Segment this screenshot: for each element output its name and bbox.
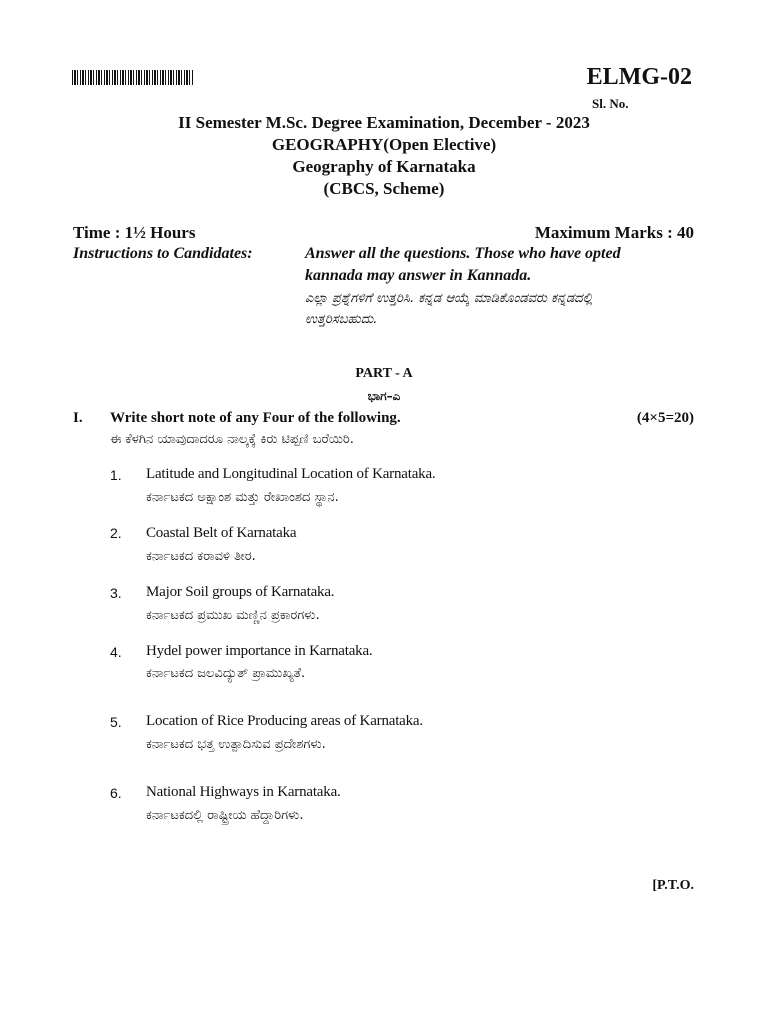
item-number: 5. — [110, 714, 122, 730]
paper-title: Geography of Karnataka — [292, 157, 476, 176]
item-kannada: ಕರ್ನಾಟಕದಲ್ಲಿ ರಾಷ್ಟ್ರೀಯ ಹೆದ್ದಾರಿಗಳು. — [146, 808, 304, 823]
question-marks: (4×5=20) — [636, 410, 694, 426]
instructions-kannada-line-1: ಎಲ್ಲಾ ಪ್ರಶ್ನೆಗಳಿಗೆ ಉತ್ತರಿಸಿ. ಕನ್ನಡ ಆಯ್ಕೆ ಮಾಡಿಕೊಂಡವರು ಕನ್ನಡದಲ್ಲಿ — [305, 291, 593, 306]
item-english: Hydel power importance in Karnataka. — [146, 643, 373, 659]
part-title-kannada: ಭಾಗ–ಎ — [367, 389, 401, 403]
item-number: 1. — [110, 467, 122, 483]
paper-code: ELMG-02 — [586, 64, 692, 90]
item-kannada: ಕರ್ನಾಟಕದ ಜಲವಿದ್ಯುತ್ ಪ್ರಾಮುಖ್ಯತೆ. — [146, 666, 306, 681]
scheme-title: (CBCS, Scheme) — [323, 179, 445, 198]
max-marks-label: Maximum Marks : 40 — [534, 223, 694, 242]
item-number: 3. — [110, 585, 122, 601]
exam-title: II Semester M.Sc. Degree Examination, December - 2023 — [178, 113, 590, 132]
item-english: Latitude and Longitudinal Location of Karnataka. — [146, 466, 436, 482]
item-number: 6. — [110, 785, 122, 801]
instructions-english-line-2: kannada may answer in Kannada. — [305, 267, 532, 284]
instructions-english-line-1: Answer all the questions. Those who have opted — [305, 245, 621, 262]
instructions-label: Instructions to Candidates: — [73, 245, 253, 262]
item-english: Location of Rice Producing areas of Karnataka. — [146, 713, 423, 729]
serial-number-label: Sl. No. — [592, 96, 629, 111]
item-kannada: ಕರ್ನಾಟಕದ ಪ್ರಮುಖ ಮಣ್ಣಿನ ಪ್ರಕಾರಗಳು. — [146, 608, 320, 623]
please-turn-over: [P.T.O. — [652, 878, 694, 893]
item-english: National Highways in Karnataka. — [146, 784, 341, 800]
part-title: PART - A — [355, 366, 413, 381]
time-label: Time : 1½ Hours — [73, 223, 196, 242]
item-english: Major Soil groups of Karnataka. — [146, 584, 335, 600]
item-kannada: ಕರ್ನಾಟಕದ ಅಕ್ಷಾಂಶ ಮತ್ತು ರೇಖಾಂಶದ ಸ್ಥಾನ. — [146, 490, 339, 505]
instructions-kannada-line-2: ಉತ್ತರಿಸಬಹುದು. — [305, 312, 378, 327]
item-kannada: ಕರ್ನಾಟಕದ ಕರಾವಳಿ ತೀರ. — [146, 549, 256, 564]
question-number: I. — [73, 410, 83, 426]
barcode — [72, 70, 194, 85]
item-kannada: ಕರ್ನಾಟಕದ ಭತ್ತ ಉತ್ಪಾದಿಸುವ ಪ್ರದೇಶಗಳು. — [146, 737, 326, 752]
item-number: 2. — [110, 525, 122, 541]
subject-title: GEOGRAPHY(Open Elective) — [271, 135, 497, 154]
item-number: 4. — [110, 644, 122, 660]
question-text: Write short note of any Four of the following. — [110, 410, 401, 426]
question-text-kannada: ಈ ಕೆಳಗಿನ ಯಾವುದಾದರೂ ನಾಲ್ಕಕ್ಕೆ ಕಿರು ಟಿಪ್ಪಣಿ ಬರೆಯಿರಿ. — [110, 432, 354, 447]
item-english: Coastal Belt of Karnataka — [146, 525, 297, 541]
